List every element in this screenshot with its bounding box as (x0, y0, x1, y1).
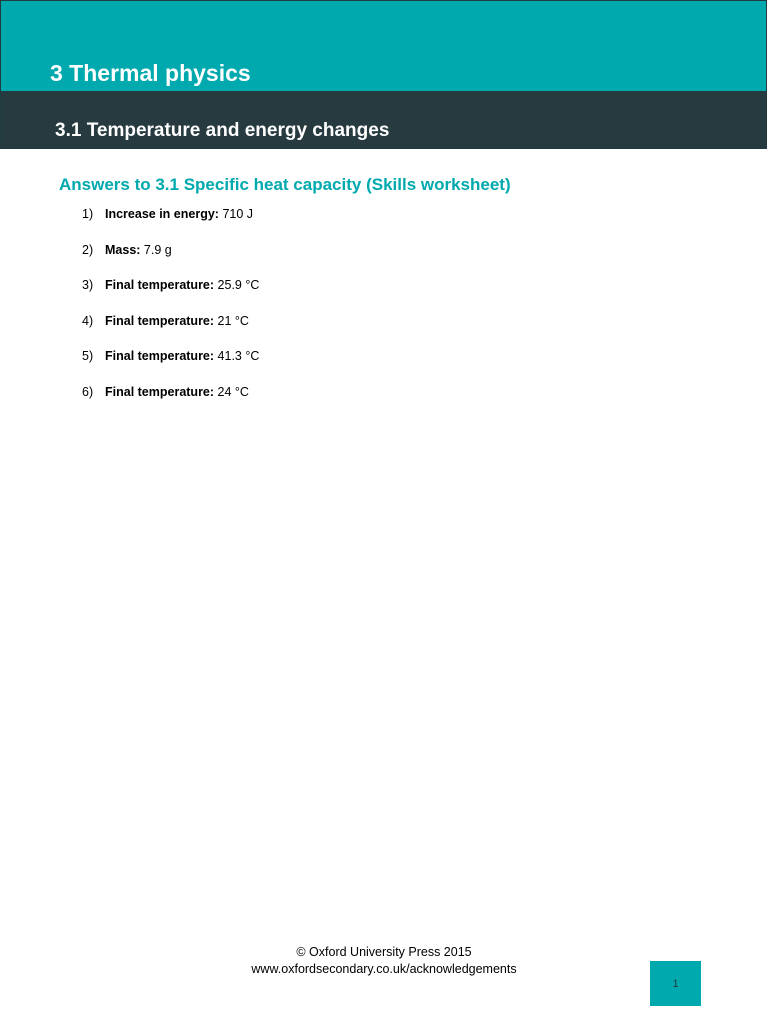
answer-label: Final temperature: (105, 349, 215, 363)
answer-number: 4) (82, 313, 94, 328)
page-number-badge (650, 961, 701, 1006)
section-title: 3.1 Temperature and energy changes (55, 120, 390, 141)
answer-item-1 (82, 204, 259, 240)
answer-value: 24 °C (217, 384, 249, 399)
answer-number: 1) (82, 207, 94, 221)
answer-number: 2) (82, 242, 94, 257)
answer-label: Mass: (105, 242, 141, 257)
answer-label: Final temperature: (105, 313, 215, 328)
answer-label: Final temperature: (105, 384, 215, 399)
answer-number: 5) (82, 349, 94, 363)
answer-item-2 (82, 240, 259, 276)
answer-value: 41.3 °C (217, 349, 260, 363)
answer-value: 21 °C (217, 313, 249, 328)
answer-list (82, 204, 259, 417)
answer-number: 6) (82, 384, 94, 399)
copyright-notice: © Oxford University Press 2015 (296, 945, 472, 959)
answer-value: 25.9 °C (217, 278, 260, 292)
answer-value: 7.9 g (143, 242, 172, 257)
answer-item-4 (82, 311, 259, 347)
answer-number: 3) (82, 278, 94, 292)
answer-label: Final temperature: (105, 278, 215, 292)
answer-item-3 (82, 275, 259, 311)
acknowledgements-link[interactable]: www.oxfordsecondary.co.uk/acknowledgements (251, 962, 517, 976)
answer-item-5 (82, 346, 259, 382)
chapter-title: 3 Thermal physics (50, 60, 251, 86)
answer-label: Increase in energy: (105, 207, 219, 221)
answer-item-6 (82, 382, 259, 418)
answer-value: 710 J (222, 207, 254, 221)
worksheet-heading: Answers to 3.1 Specific heat capacity (Skills worksheet) (59, 175, 511, 194)
page-number: 1 (672, 977, 679, 990)
